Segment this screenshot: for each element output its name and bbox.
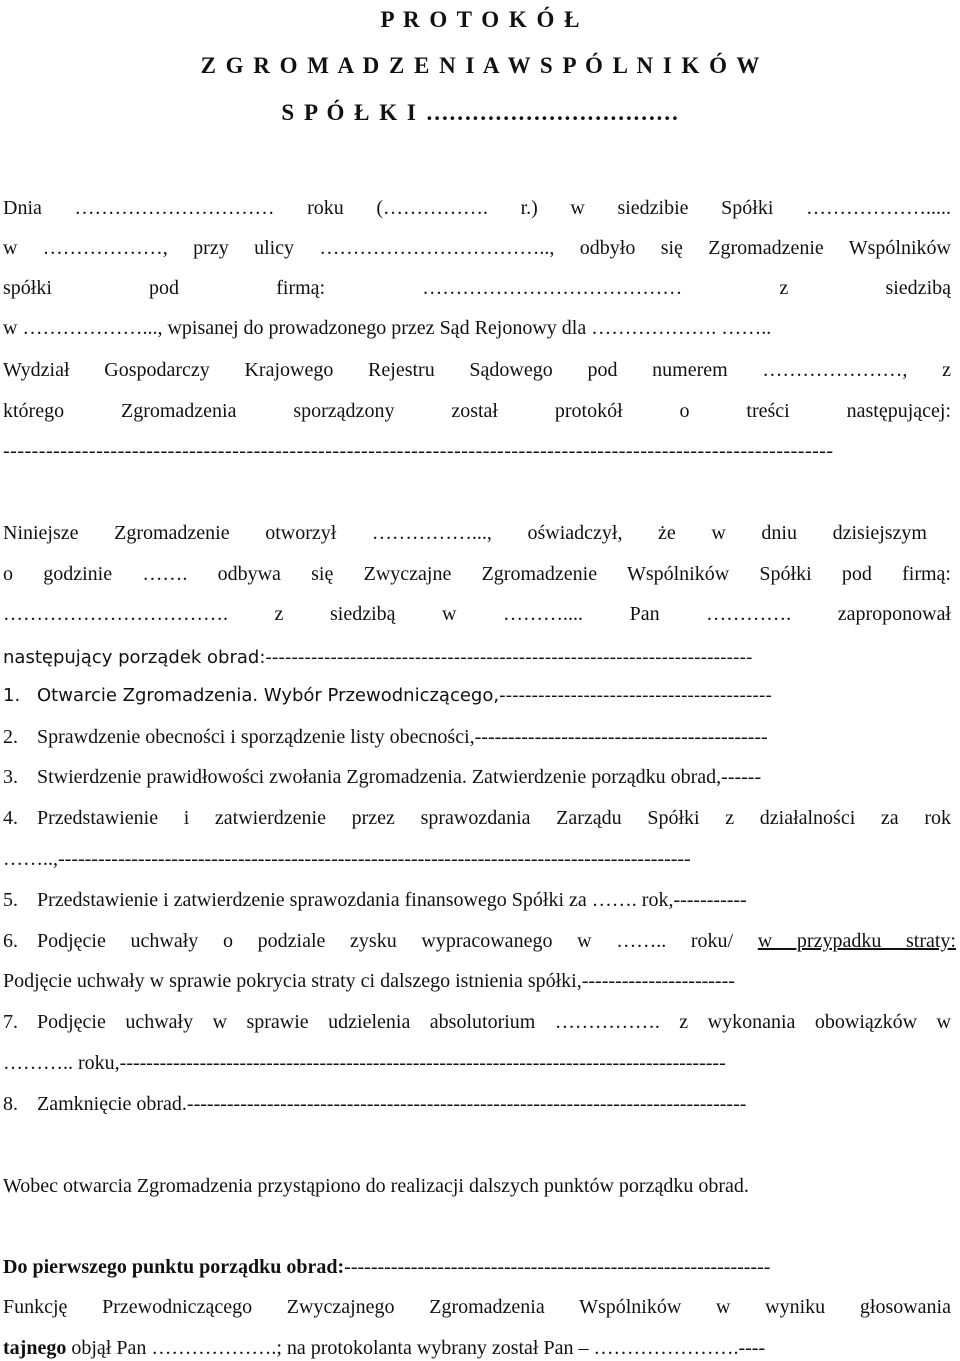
agenda-item-2 bbox=[3, 724, 768, 750]
agenda-item-text: Sprawdzenie obecności i sporządzenie listy obecności,-------------------------------------------- bbox=[37, 726, 768, 748]
first-point-line-2: Funkcję Przewodniczącego Zwyczajnego Zgromadzenia Wspólników w wyniku głosowania bbox=[3, 1296, 951, 1318]
agenda-item-number: 4. bbox=[3, 807, 18, 829]
agenda-item-text: Przedstawienie i zatwierdzenie przez sprawozdania Zarządu Spółki z działalności za rok bbox=[37, 807, 951, 829]
agenda-item-text: Podjęcie uchwały w sprawie udzielenia absolutorium ……………. z wykonania obowiązków w bbox=[37, 1011, 951, 1033]
agenda-item-1 bbox=[3, 683, 772, 709]
agenda-item-text: Przedstawienie i zatwierdzenie sprawozdania finansowego Spółki za ……. rok,----------- bbox=[37, 889, 747, 911]
opening-line-3: ……………………………. z siedzibą w ……….... Pan …………. zaproponował bbox=[3, 603, 951, 625]
opening-line-2: o godzinie ……. odbywa się Zwyczajne Zgromadzenie Wspólników Spółki pod firmą: bbox=[3, 563, 951, 585]
first-point-line-3-rest: objął Pan ……………….; na protokolanta wybrany został Pan – ………………….---- bbox=[71, 1337, 766, 1359]
first-point-dashes: ---------------------------------------------------------------- bbox=[344, 1256, 771, 1278]
intro-dash-separator: -------------------------------------------------------------------------------------------------------------------- bbox=[3, 440, 834, 462]
agenda-item-4 bbox=[3, 805, 951, 831]
opening-line-1: Niniejsze Zgromadzenie otworzył ……………..., oświadczył, że w dniu dzisiejszym bbox=[3, 522, 927, 544]
agenda-item-3 bbox=[3, 764, 761, 790]
agenda-item-text: Podjęcie uchwały o podziale zysku wypracowanego w …….. roku/ bbox=[37, 930, 734, 952]
intro-line-4: w ………………..., wpisanej do prowadzonego przez Sąd Rejonowy dla ………………. …….. bbox=[3, 317, 772, 339]
agenda-item-7 bbox=[3, 1009, 951, 1035]
first-point-bold-word: tajnego bbox=[3, 1337, 67, 1359]
agenda-item-number: 6. bbox=[3, 930, 18, 952]
agenda-item-number: 8. bbox=[3, 1093, 18, 1115]
agenda-item-8 bbox=[3, 1091, 746, 1117]
agenda-item-5 bbox=[3, 887, 747, 913]
first-point-heading: Do pierwszego punktu porządku obrad: bbox=[3, 1256, 345, 1278]
first-point-heading-line bbox=[3, 1254, 770, 1280]
intro-line-5: Wydział Gospodarczy Krajowego Rejestru Sądowego pod numerem …………………, z bbox=[3, 359, 951, 381]
agenda-item-underlined-text: w przypadku straty: bbox=[757, 930, 956, 952]
opening-line-4: następujący porządek obrad:--------------------------------------------------------------------------- bbox=[3, 647, 753, 668]
agenda-item-number: 2. bbox=[3, 726, 18, 748]
agenda-item-number: 3. bbox=[3, 766, 18, 788]
intro-line-2: w ………………, przy ulicy …………………………….., odbyło się Zgromadzenie Wspólników bbox=[3, 237, 951, 259]
agenda-item-6-continuation: Podjęcie uchwały w sprawie pokrycia straty ci dalszego istnienia spółki,----------------------- bbox=[3, 970, 735, 992]
agenda-item-4-continuation: ……..,----------------------------------------------------------------------------------------------- bbox=[3, 848, 691, 870]
first-point-line-3 bbox=[3, 1335, 765, 1361]
document-title-line-1: P R O T O K Ó Ł bbox=[380, 7, 580, 32]
agenda-item-text: Stwierdzenie prawidłowości zwołania Zgromadzenia. Zatwierdzenie porządku obrad,------ bbox=[37, 766, 762, 788]
agenda-item-6 bbox=[3, 928, 956, 954]
document-title-line-3: S P Ó Ł K I …………………………… bbox=[281, 100, 679, 125]
intro-line-3: spółki pod firmą: ………………………………… z siedzibą bbox=[3, 277, 951, 299]
agenda-item-text: Otwarcie Zgromadzenia. Wybór Przewodniczącego,------------------------------------------ bbox=[37, 685, 772, 706]
document-title-line-2: Z G R O M A D Z E N I A W S P Ó L N I K Ó W bbox=[200, 53, 760, 78]
agenda-item-number: 5. bbox=[3, 889, 18, 911]
agenda-item-7-continuation: ……….. roku,------------------------------------------------------------------------------------------- bbox=[3, 1052, 726, 1074]
agenda-item-number: 1. bbox=[3, 685, 21, 706]
intro-line-6: którego Zgromadzenia sporządzony został protokół o treści następującej: bbox=[3, 400, 951, 422]
agenda-item-text: Zamknięcie obrad.------------------------------------------------------------------------------------ bbox=[37, 1093, 747, 1115]
agenda-item-number: 7. bbox=[3, 1011, 18, 1033]
statement-paragraph: Wobec otwarcia Zgromadzenia przystąpiono do realizacji dalszych punktów porządku obrad. bbox=[3, 1175, 749, 1197]
intro-line-1: Dnia ………………………… roku (……………. r.) w siedzibie Spółki ………………..... bbox=[3, 197, 951, 219]
